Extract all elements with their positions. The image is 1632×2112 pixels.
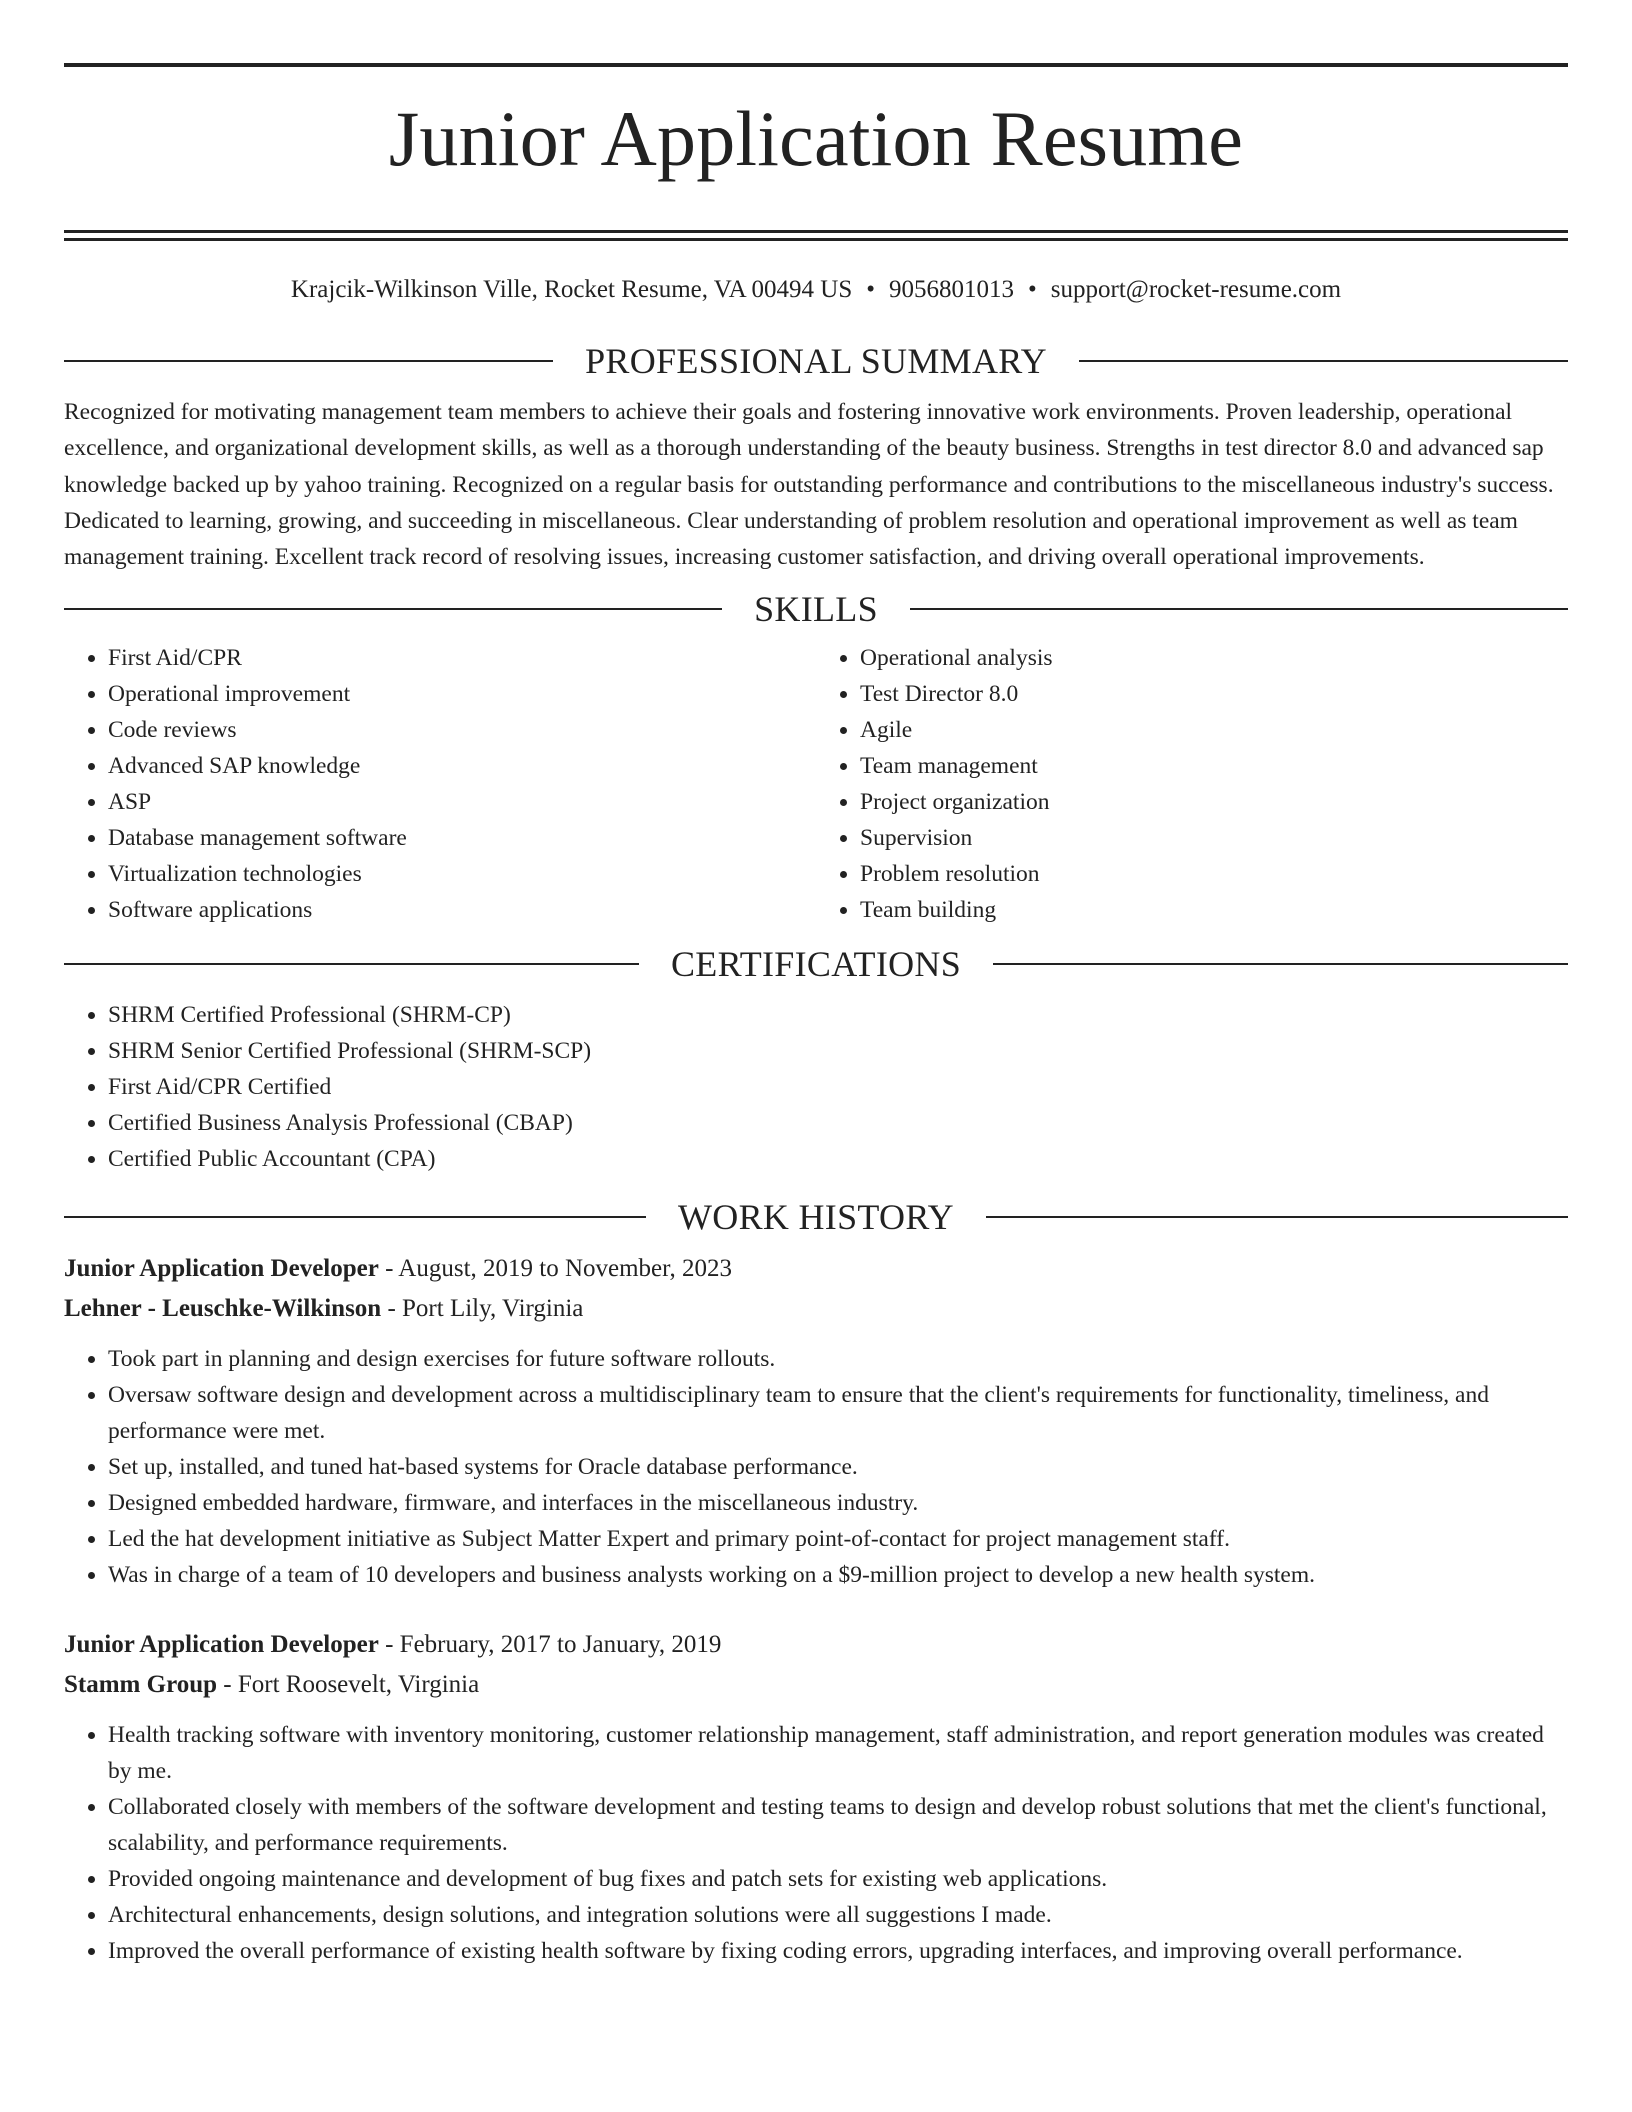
resume-title: Junior Application Resume (388, 95, 1244, 182)
resume-page (64, 0, 1568, 1969)
job-company-line (64, 1289, 1568, 1329)
job-dates: - February, 2017 to January, 2019 (378, 1631, 722, 1659)
list-item: • Operational analysis (860, 640, 1568, 676)
list-item: • Advanced SAP knowledge (108, 748, 816, 784)
list-item: • Operational improvement (108, 676, 816, 712)
job-company: Stamm Group (64, 1671, 218, 1699)
list-item: • Agile (860, 712, 1568, 748)
skills-list-left (64, 640, 816, 928)
job-title-line (64, 1249, 1568, 1289)
skills-heading-label: SKILLS (754, 589, 878, 630)
contact-line (64, 275, 1568, 305)
summary-text: Recognized for motivating management team members to achieve their goals and fostering innovative work environments. Proven leadership, operational excellence, and organizational development skills, as well as a thorough understanding of the beauty business. Strengths in test director 8.0 and advanced sap knowledge backed up by yahoo training. Recognized on a regular basis for outstanding performance and contributions to the miscellaneous industry's success. Dedicated to learning, growing, and succeeding in miscellaneous. Clear understanding of problem resolution and operational improvement as well as team management training. Excellent track record of resolving issues, increasing customer satisfaction, and driving overall operational improvements. (64, 399, 1554, 571)
job-title-line (64, 1625, 1568, 1665)
job-company: Lehner - Leuschke-Wilkinson (64, 1295, 382, 1323)
list-item: • Led the hat development initiative as Subject Matter Expert and primary point-of-contact for project management staff. (108, 1521, 1568, 1557)
job-bullets (64, 1341, 1568, 1593)
skills-list-right (816, 640, 1568, 928)
heading-rule (64, 360, 553, 362)
list-item: • Supervision (860, 820, 1568, 856)
summary-heading-label: PROFESSIONAL SUMMARY (585, 341, 1047, 382)
list-item: • Oversaw software design and development across a multidisciplinary team to ensure that the client's requirements for functionality, timeliness, and performance were met. (108, 1377, 1568, 1449)
list-item: • Architectural enhancements, design solutions, and integration solutions were all suggestions I made. (108, 1897, 1568, 1933)
list-item: • Took part in planning and design exercises for future software rollouts. (108, 1341, 1568, 1377)
list-item: • Problem resolution (860, 856, 1568, 892)
list-item: • Software applications (108, 892, 816, 928)
list-item: • Set up, installed, and tuned hat-based systems for Oracle database performance. (108, 1449, 1568, 1485)
list-item: • Certified Business Analysis Professional (CBAP) (108, 1105, 1568, 1141)
heading-rule (910, 608, 1568, 610)
contact-separator: • (866, 276, 876, 304)
list-item: • Designed embedded hardware, firmware, and interfaces in the miscellaneous industry. (108, 1485, 1568, 1521)
certifications-heading (64, 944, 1568, 984)
top-rule (64, 63, 1568, 67)
job-dates: - August, 2019 to November, 2023 (378, 1255, 732, 1283)
job-location: - Port Lily, Virginia (381, 1295, 584, 1323)
list-item: • SHRM Senior Certified Professional (SHRM-SCP) (108, 1033, 1568, 1069)
skills-heading (64, 589, 1568, 629)
heading-rule (1079, 360, 1568, 362)
list-item: • Team building (860, 892, 1568, 928)
list-item: • Health tracking software with inventory monitoring, customer relationship management, staff administration, and report generation modules was created by me. (108, 1717, 1568, 1789)
list-item: • SHRM Certified Professional (SHRM-CP) (108, 997, 1568, 1033)
list-item: • Code reviews (108, 712, 816, 748)
contact-address: Krajcik-Wilkinson Ville, Rocket Resume, VA 00494 US (290, 276, 853, 304)
work-history-heading (64, 1197, 1568, 1237)
list-item: • First Aid/CPR (108, 640, 816, 676)
list-item: • Test Director 8.0 (860, 676, 1568, 712)
summary-heading (64, 341, 1568, 381)
job-entry (64, 1625, 1568, 1969)
title-double-rule (64, 230, 1568, 241)
list-item: • Was in charge of a team of 10 developers and business analysts working on a $9-million project to develop a new health system. (108, 1557, 1568, 1593)
heading-rule (986, 1216, 1568, 1218)
list-item: • Virtualization technologies (108, 856, 816, 892)
job-title: Junior Application Developer (64, 1255, 379, 1283)
job-bullets (64, 1717, 1568, 1969)
certifications-heading-label: CERTIFICATIONS (670, 944, 962, 985)
work-history-heading-label: WORK HISTORY (678, 1197, 954, 1238)
list-item: • Certified Public Accountant (CPA) (108, 1141, 1568, 1177)
contact-separator: • (1028, 276, 1037, 304)
contact-phone: 9056801013 (889, 276, 1015, 304)
job-entry (64, 1249, 1568, 1593)
job-location: - Fort Roosevelt, Virginia (217, 1671, 480, 1699)
contact-email: support@rocket-resume.com (1050, 276, 1342, 304)
heading-rule (64, 1216, 646, 1218)
heading-rule (64, 963, 639, 965)
heading-rule (993, 963, 1568, 965)
skills-grid (64, 640, 1568, 928)
list-item: • Improved the overall performance of existing health software by fixing coding errors, upgrading interfaces, and improving overall performance. (108, 1933, 1568, 1969)
list-item: • Project organization (860, 784, 1568, 820)
list-item: • Database management software (108, 820, 816, 856)
job-company-line (64, 1665, 1568, 1705)
job-title: Junior Application Developer (64, 1631, 379, 1659)
list-item: • ASP (108, 784, 816, 820)
list-item: • First Aid/CPR Certified (108, 1069, 1568, 1105)
list-item: • Team management (860, 748, 1568, 784)
list-item: • Collaborated closely with members of the software development and testing teams to design and develop robust solutions that met the client's functional, scalability, and performance requirements. (108, 1789, 1568, 1861)
certifications-list (64, 997, 1568, 1177)
heading-rule (64, 608, 722, 610)
list-item: • Provided ongoing maintenance and development of bug fixes and patch sets for existing web applications. (108, 1861, 1568, 1897)
